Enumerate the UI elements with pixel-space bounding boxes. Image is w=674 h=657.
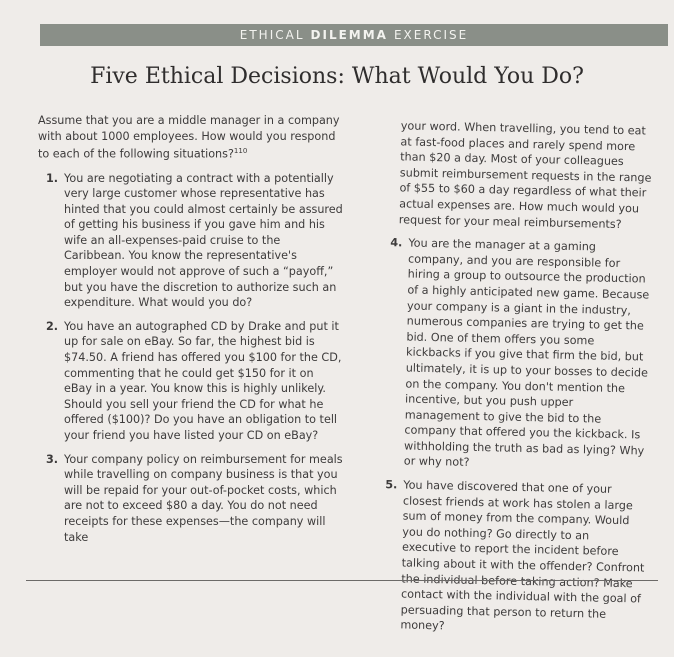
intro-text: Assume that you are a middle manager in a company with about 1000 employees. How would you respond to each of the following situations? — [38, 114, 340, 161]
dilemma-number: 2. — [45, 319, 58, 333]
bottom-divider — [26, 580, 658, 581]
intro-footnote-ref: 110 — [233, 147, 248, 156]
dilemma-5 — [374, 477, 647, 639]
dilemma-number: 4. — [390, 236, 403, 250]
intro-paragraph — [38, 113, 343, 163]
dilemma-text: You have discovered that one of your closest friends at work has stolen a large sum of money from the company. Would you do nothing? Go directly to an executive to report the incident before talking about it with the offender? Confront the individual before taking action? Make contact with the individual with the goal of persuading that person to return the money? — [400, 478, 645, 633]
dilemma-number: 1. — [45, 171, 58, 185]
dilemma-3-continued: your word. When travelling, you tend to eat at fast-food places and rarely spend more than $20 a day. Most of your colleagues submit reimbursement requests in the range of $55 to $60 a day regardless of what their actual expenses are. How much would you request for your meal reimbursements? — [398, 119, 652, 231]
banner-suffix: EXERCISE — [393, 28, 469, 42]
dilemma-4 — [378, 235, 653, 475]
dilemma-3 — [38, 452, 343, 546]
banner-prefix: ETHICAL — [239, 28, 305, 42]
left-column — [38, 113, 343, 553]
dilemma-number: 5. — [385, 478, 398, 492]
dilemma-number: 3. — [45, 452, 58, 466]
right-column — [374, 118, 655, 647]
dilemma-1 — [38, 171, 343, 311]
dilemma-text: You are negotiating a contract with a potentially very large customer whose representative has hinted that you could almost certainly be assured of getting his business if you gave him and his wife an all-expenses-paid cruise to the Caribbean. You know the representative's employer would not approve of such a “payoff,” but you have the discretion to authorize such an expenditure. What would you do? — [64, 171, 343, 310]
dilemma-text: Your company policy on reimbursement for meals while travelling on company business is that you will be repaid for your out-of-pocket costs, which are not to exceed $80 a day. You do not need receipts for these expenses—the company will take — [64, 452, 343, 544]
dilemma-text: You are the manager at a gaming company, and you are responsible for hiring a group to outsource the production of a highly anticipated new game. Because your company is a giant in the industry, numerous companies are trying to get the bid. One of them offers you some kickbacks if you give that firm the bid, but ultimately, it is up to your bosses to decide on the company. You don't mention the incentive, but you push upper management to give the bid to the company that offered you the kickback. Is withholding the truth as bad as lying? Why or why not? — [403, 236, 650, 470]
dilemma-2 — [38, 319, 343, 444]
banner-strong: DILEMMA — [310, 28, 388, 42]
dilemma-text: You have an autographed CD by Drake and put it up for sale on eBay. So far, the highest bid is $74.50. A friend has offered you $100 for the CD, commenting that he could get $150 for it on eBay in a year. You know this is highly unlikely. Should you sell your friend the CD for what he offered ($100)? Do you have an obligation to tell your friend you have listed your CD on eBay? — [64, 319, 342, 443]
section-banner — [40, 24, 668, 46]
page-title: Five Ethical Decisions: What Would You Do? — [90, 64, 584, 89]
